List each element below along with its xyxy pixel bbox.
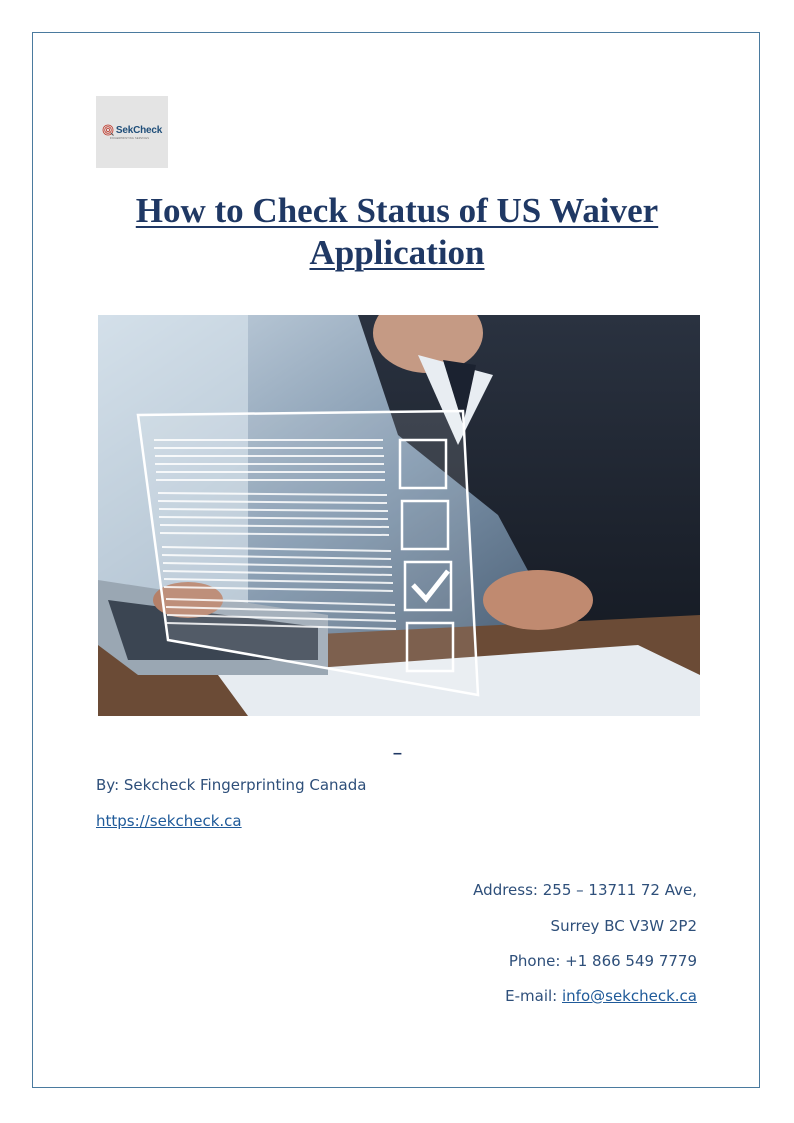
address-line-1: Address: 255 – 13711 72 Ave, [473,881,697,899]
author-byline: By: Sekcheck Fingerprinting Canada [96,776,367,794]
email-label: E-mail: [505,987,562,1005]
email-link[interactable]: info@sekcheck.ca [562,987,697,1005]
website-link[interactable]: https://sekcheck.ca [96,812,242,830]
email-line [505,987,697,1005]
logo-tagline: FINGERPRINTING SERVICES [109,137,150,140]
logo-brand-text: SekCheck [115,124,163,136]
address-line-2: Surrey BC V3W 2P2 [550,917,697,935]
phone-line: Phone: +1 866 549 7779 [508,952,697,970]
company-logo [96,96,168,168]
separator-dash: – [393,745,402,762]
document-title: How to Check Status of US Waiver Application [135,191,659,272]
hero-photo [98,315,700,716]
fingerprint-icon [102,124,114,136]
